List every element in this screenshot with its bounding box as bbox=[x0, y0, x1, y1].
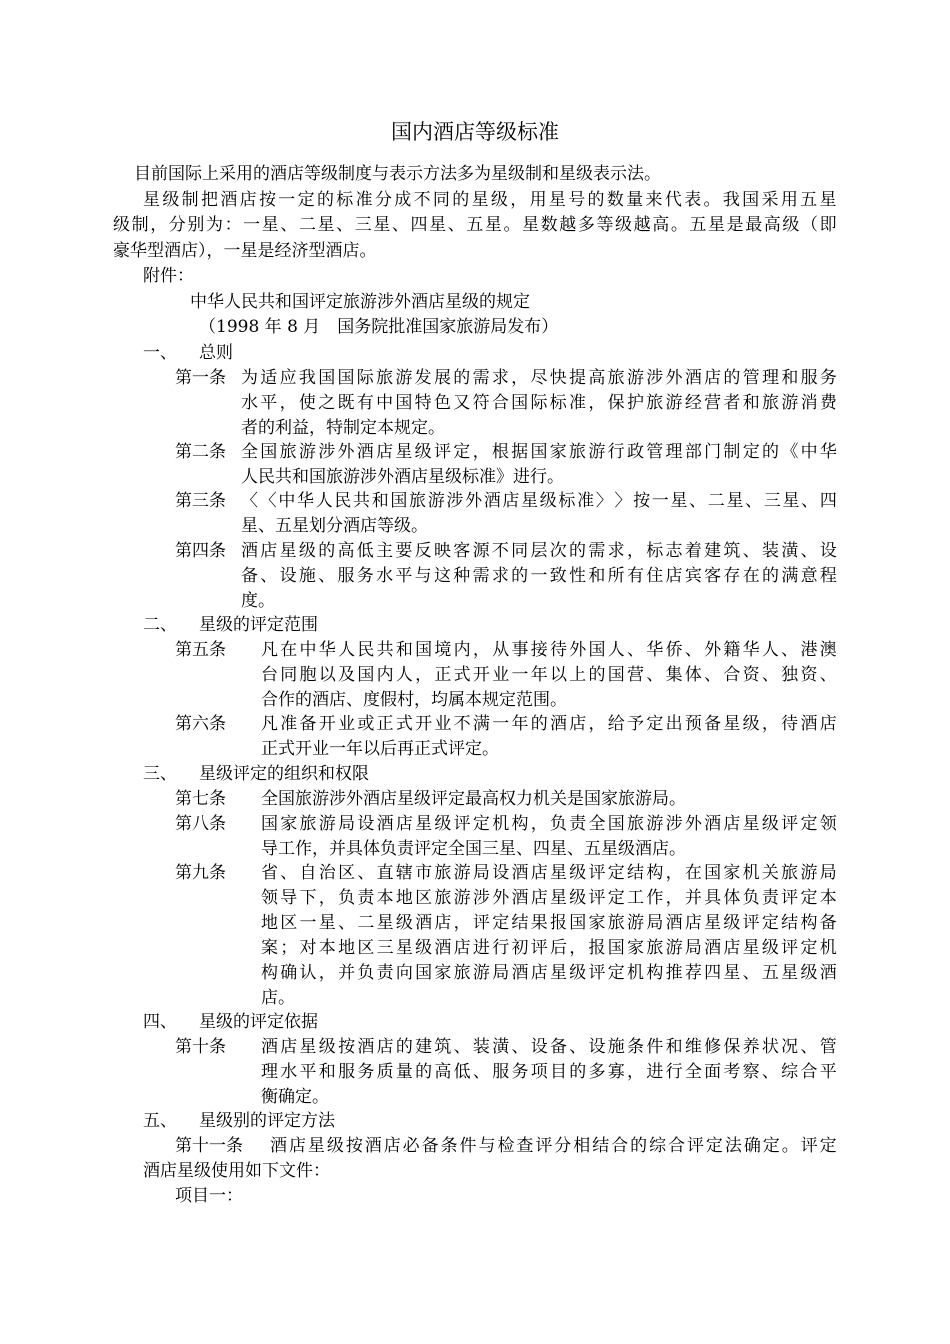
intro-line-2: 星 级 制 把 酒 店 按 一 定 的 标 准 分 成 不 同 的 星 级 ， 用 星 号 的 数 量 来 代 表 。 我 国 采 用 五 星 bbox=[143, 190, 837, 210]
article-line: 案 ； 对 本 地 区 三 星 级 酒 店 进 行 初 评 后 ， 报 国 家 旅 游 局 酒 店 星 级 评 定 机 bbox=[261, 938, 837, 958]
article-label: 第四条 bbox=[175, 541, 226, 561]
article-label: 第九条 bbox=[175, 863, 226, 883]
article-line: 合作的酒店、度假村，均属本规定范围。 bbox=[261, 690, 567, 710]
article-line: 人民共和国旅游涉外酒店星级标准》进行。 bbox=[241, 467, 564, 487]
article-line: 酒店星级使用如下文件： bbox=[143, 1161, 330, 1181]
article-label: 第二条 bbox=[175, 442, 226, 462]
section-title: 星级别的评定方法 bbox=[199, 1111, 335, 1131]
article-line: 店。 bbox=[261, 988, 295, 1008]
article-label: 第十一条 bbox=[175, 1136, 243, 1156]
article-line: 全国旅游涉外酒店星级评定最高权力机关是国家旅游局。 bbox=[261, 789, 686, 809]
article-line: 水 平 ， 使 之 既 有 中 国 特 色 又 符 合 国 际 标 准 ， 保 护 旅 游 经 营 者 和 旅 游 消 费 bbox=[241, 393, 837, 413]
article-line: 构 确 认 ， 并 负 责 向 国 家 旅 游 局 酒 店 星 级 评 定 机 构 推 荐 四 星 、 五 星 级 酒 bbox=[261, 963, 837, 983]
article-line: 正式开业一年以后再正式评定。 bbox=[261, 739, 499, 759]
intro-line-4: 豪华型酒店），一星是经济型酒店。 bbox=[113, 241, 377, 261]
regulation-source: （1998 年 8 月 国务院批准国家旅游局发布） bbox=[199, 317, 559, 337]
article-line: 凡 在 中 华 人 民 共 和 国 境 内 ， 从 事 接 待 外 国 人 、 华 侨 、 外 籍 华 人 、 港 澳 bbox=[261, 640, 837, 660]
article-line: 为 适 应 我 国 国 际 旅 游 发 展 的 需 求 ， 尽 快 提 高 旅 游 涉 外 酒 店 的 管 理 和 服 务 bbox=[241, 368, 837, 388]
regulation-title: 中华人民共和国评定旅游涉外酒店星级的规定 bbox=[190, 292, 530, 312]
intro-line-1: 目前国际上采用的酒店等级制度与表示方法多为星级制和星级表示法。 bbox=[134, 164, 661, 184]
article-line: 备 、 设 施 、 服 务 水 平 与 这 种 需 求 的 一 致 性 和 所 有 住 店 宾 客 存 在 的 满 意 程 bbox=[241, 566, 837, 586]
section-title: 星级的评定依据 bbox=[199, 1012, 318, 1032]
article-label: 第五条 bbox=[175, 640, 226, 660]
article-line: 理 水 平 和 服 务 质 量 的 高 低 、 服 务 项 目 的 多 寡 ， 进 行 全 面 考 察 、 综 合 平 bbox=[261, 1062, 837, 1082]
article-label: 第八条 bbox=[175, 814, 226, 834]
article-line: 导工作，并具体负责评定全国三星、四星、五星级酒店。 bbox=[261, 839, 686, 859]
article-line: 〈 〈 中 华 人 民 共 和 国 旅 游 涉 外 酒 店 星 级 标 准 〉 〉 按 一 星 、 二 星 、 三 星 、 四 bbox=[241, 491, 837, 511]
section-title: 星级评定的组织和权限 bbox=[199, 764, 369, 784]
section-title: 星级的评定范围 bbox=[199, 615, 318, 635]
document-title: 国内酒店等级标准 bbox=[391, 120, 559, 144]
article-line: 省 、 自 治 区 、 直 辖 市 旅 游 局 设 酒 店 星 级 评 定 结 构 ， 在 国 家 机 关 旅 游 局 bbox=[261, 863, 837, 883]
article-label: 第六条 bbox=[175, 714, 226, 734]
section-number: 三、 bbox=[143, 764, 177, 784]
article-line: 台 同 胞 以 及 国 内 人 ， 正 式 开 业 一 年 以 上 的 国 营 、 集 体 、 合 资 、 独 资 、 bbox=[261, 665, 837, 685]
article-line: 衡确定。 bbox=[261, 1087, 329, 1107]
article-label: 第七条 bbox=[175, 789, 226, 809]
section-number: 一、 bbox=[143, 343, 177, 363]
article-label: 第十条 bbox=[175, 1037, 226, 1057]
section-number: 四、 bbox=[143, 1012, 177, 1032]
article-line: 度。 bbox=[241, 591, 275, 611]
article-line: 凡 准 备 开 业 或 正 式 开 业 不 满 一 年 的 酒 店 ， 给 予 定 出 预 备 星 级 ， 待 酒 店 bbox=[261, 714, 837, 734]
item-label: 项目一： bbox=[175, 1186, 243, 1206]
article-label: 第三条 bbox=[175, 491, 226, 511]
section-number: 二、 bbox=[143, 615, 177, 635]
article-line: 地 区 一 星 、 二 星 级 酒 店 ， 评 定 结 果 报 国 家 旅 游 局 酒 店 星 级 评 定 结 构 备 bbox=[261, 913, 837, 933]
article-line: 酒 店 星 级 按 酒 店 必 备 条 件 与 检 查 评 分 相 结 合 的 综 合 评 定 法 确 定 。 评 定 bbox=[270, 1136, 837, 1156]
article-line: 酒 店 星 级 按 酒 店 的 建 筑 、 装 潢 、 设 备 、 设 施 条 件 和 维 修 保 养 状 况 、 管 bbox=[261, 1037, 837, 1057]
attachment-label: 附件： bbox=[143, 266, 194, 286]
article-line: 全 国 旅 游 涉 外 酒 店 星 级 评 定 ， 根 据 国 家 旅 游 行 政 管 理 部 门 制 定 的 《 中 华 bbox=[241, 442, 837, 462]
section-number: 五、 bbox=[143, 1111, 177, 1131]
article-line: 国 家 旅 游 局 设 酒 店 星 级 评 定 机 构 ， 负 责 全 国 旅 游 涉 外 酒 店 星 级 评 定 领 bbox=[261, 814, 837, 834]
article-label: 第一条 bbox=[175, 368, 226, 388]
section-title: 总则 bbox=[199, 343, 233, 363]
intro-line-3: 级 制 ， 分 别 为 ： 一 星 、 二 星 、 三 星 、 四 星 、 五 星 。 星 数 越 多 等 级 越 高 。 五 星 是 最 高 级 （ 即 bbox=[113, 215, 837, 235]
article-line: 星、五星划分酒店等级。 bbox=[241, 516, 428, 536]
article-line: 领 导 下 ， 负 责 本 地 区 旅 游 涉 外 酒 店 星 级 评 定 工 作 ， 并 具 体 负 责 评 定 本 bbox=[261, 888, 837, 908]
article-line: 酒 店 星 级 的 高 低 主 要 反 映 客 源 不 同 层 次 的 需 求 ， 标 志 着 建 筑 、 装 潢 、 设 bbox=[241, 541, 837, 561]
article-line: 者的利益，特制定本规定。 bbox=[241, 418, 445, 438]
